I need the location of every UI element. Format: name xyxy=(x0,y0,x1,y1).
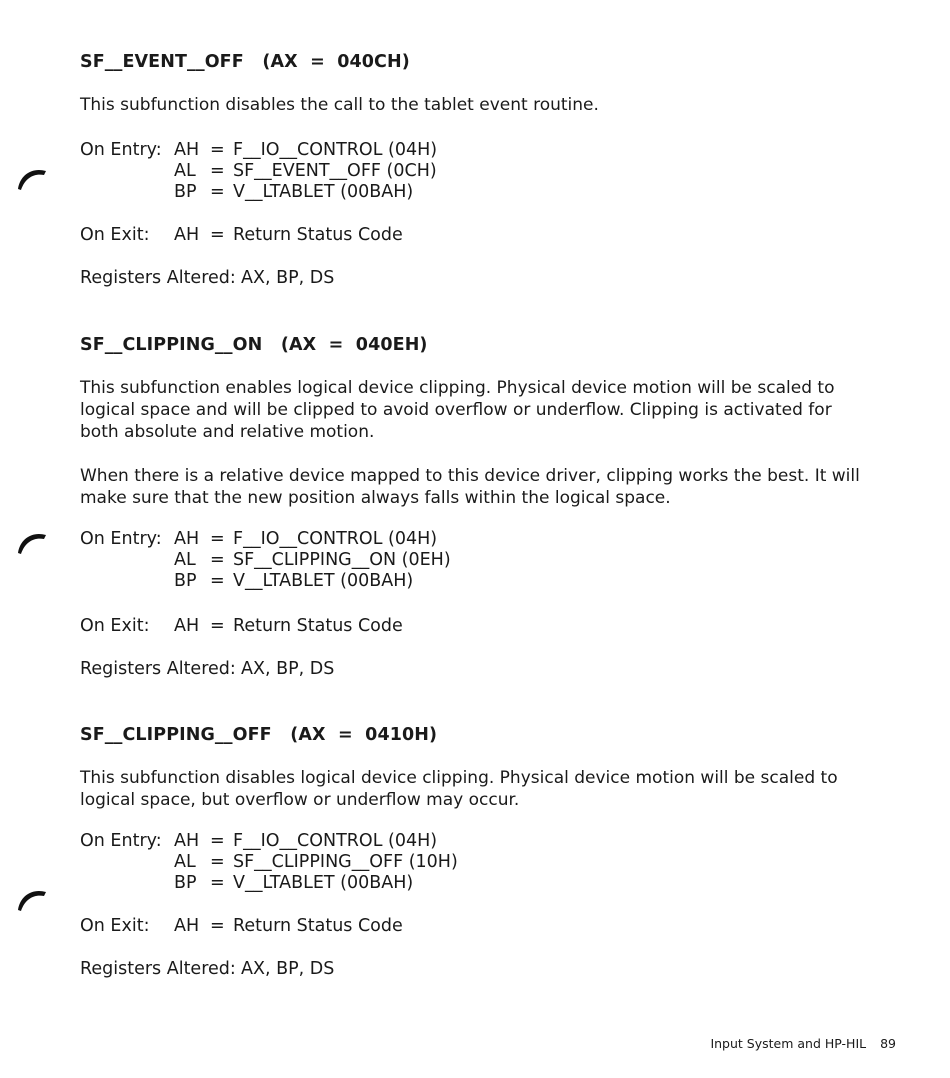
registers-altered-label: Registers Altered: xyxy=(80,659,236,679)
register-value: SF__CLIPPING__OFF (10H) xyxy=(233,852,458,872)
register-name: BP xyxy=(174,182,197,202)
on-exit-label: On Exit: xyxy=(80,616,150,636)
binder-hole-mark xyxy=(16,884,48,914)
registers-altered-value: AX, BP, DS xyxy=(241,268,335,288)
page-number: 89 xyxy=(880,1036,896,1051)
register-name: AH xyxy=(174,616,200,636)
register-name: BP xyxy=(174,873,197,893)
register-value: SF__EVENT__OFF (0CH) xyxy=(233,161,437,181)
register-name: AH xyxy=(174,225,200,245)
register-value: V__LTABLET (00BAH) xyxy=(233,571,414,591)
equals-sign: = xyxy=(210,140,225,160)
binder-hole-mark xyxy=(16,163,48,193)
register-name: AL xyxy=(174,550,196,570)
section-heading: SF__EVENT__OFF (AX = 040CH) xyxy=(80,52,410,72)
register-value: F__IO__CONTROL (04H) xyxy=(233,831,438,851)
equals-sign: = xyxy=(210,852,225,872)
registers-altered-label: Registers Altered: xyxy=(80,959,236,979)
registers-altered-value: AX, BP, DS xyxy=(241,659,335,679)
description-paragraph: This subfunction disables the call to the tablet event routine. xyxy=(80,95,599,115)
equals-sign: = xyxy=(210,873,225,893)
register-name: AH xyxy=(174,916,200,936)
registers-altered-label: Registers Altered: xyxy=(80,268,236,288)
on-exit-label: On Exit: xyxy=(80,225,150,245)
register-name: AL xyxy=(174,161,196,181)
on-entry-label: On Entry: xyxy=(80,529,162,549)
binder-hole-mark xyxy=(16,527,48,557)
on-entry-label: On Entry: xyxy=(80,831,162,851)
description-paragraph: When there is a relative device mapped to this device driver, clipping works the best. It will make sure that the new position always falls within the logical space. xyxy=(80,466,860,508)
register-name: AH xyxy=(174,140,200,160)
equals-sign: = xyxy=(210,571,225,591)
register-value: V__LTABLET (00BAH) xyxy=(233,182,414,202)
equals-sign: = xyxy=(210,529,225,549)
register-name: AH xyxy=(174,831,200,851)
register-name: AH xyxy=(174,529,200,549)
equals-sign: = xyxy=(210,182,225,202)
register-value: V__LTABLET (00BAH) xyxy=(233,873,414,893)
description-paragraph: This subfunction enables logical device clipping. Physical device motion will be scaled to logical space and will be clipped to avoid overflow or underflow. Clipping is activated for both absolute and relative motion. xyxy=(80,378,835,442)
equals-sign: = xyxy=(210,225,225,245)
page-footer xyxy=(710,1036,896,1051)
section-heading: SF__CLIPPING__ON (AX = 040EH) xyxy=(80,335,428,355)
register-value: F__IO__CONTROL (04H) xyxy=(233,140,438,160)
equals-sign: = xyxy=(210,831,225,851)
equals-sign: = xyxy=(210,616,225,636)
footer-title: Input System and HP-HIL xyxy=(710,1036,867,1051)
register-value: Return Status Code xyxy=(233,225,403,245)
registers-altered-value: AX, BP, DS xyxy=(241,959,335,979)
section-heading: SF__CLIPPING__OFF (AX = 0410H) xyxy=(80,725,438,745)
register-value: SF__CLIPPING__ON (0EH) xyxy=(233,550,451,570)
description-paragraph: This subfunction disables logical device clipping. Physical device motion will be scaled to logical space, but overflow or underflow may occur. xyxy=(80,768,838,810)
on-exit-label: On Exit: xyxy=(80,916,150,936)
on-entry-label: On Entry: xyxy=(80,140,162,160)
register-name: BP xyxy=(174,571,197,591)
equals-sign: = xyxy=(210,550,225,570)
register-value: Return Status Code xyxy=(233,916,403,936)
equals-sign: = xyxy=(210,161,225,181)
equals-sign: = xyxy=(210,916,225,936)
register-value: F__IO__CONTROL (04H) xyxy=(233,529,438,549)
register-value: Return Status Code xyxy=(233,616,403,636)
register-name: AL xyxy=(174,852,196,872)
